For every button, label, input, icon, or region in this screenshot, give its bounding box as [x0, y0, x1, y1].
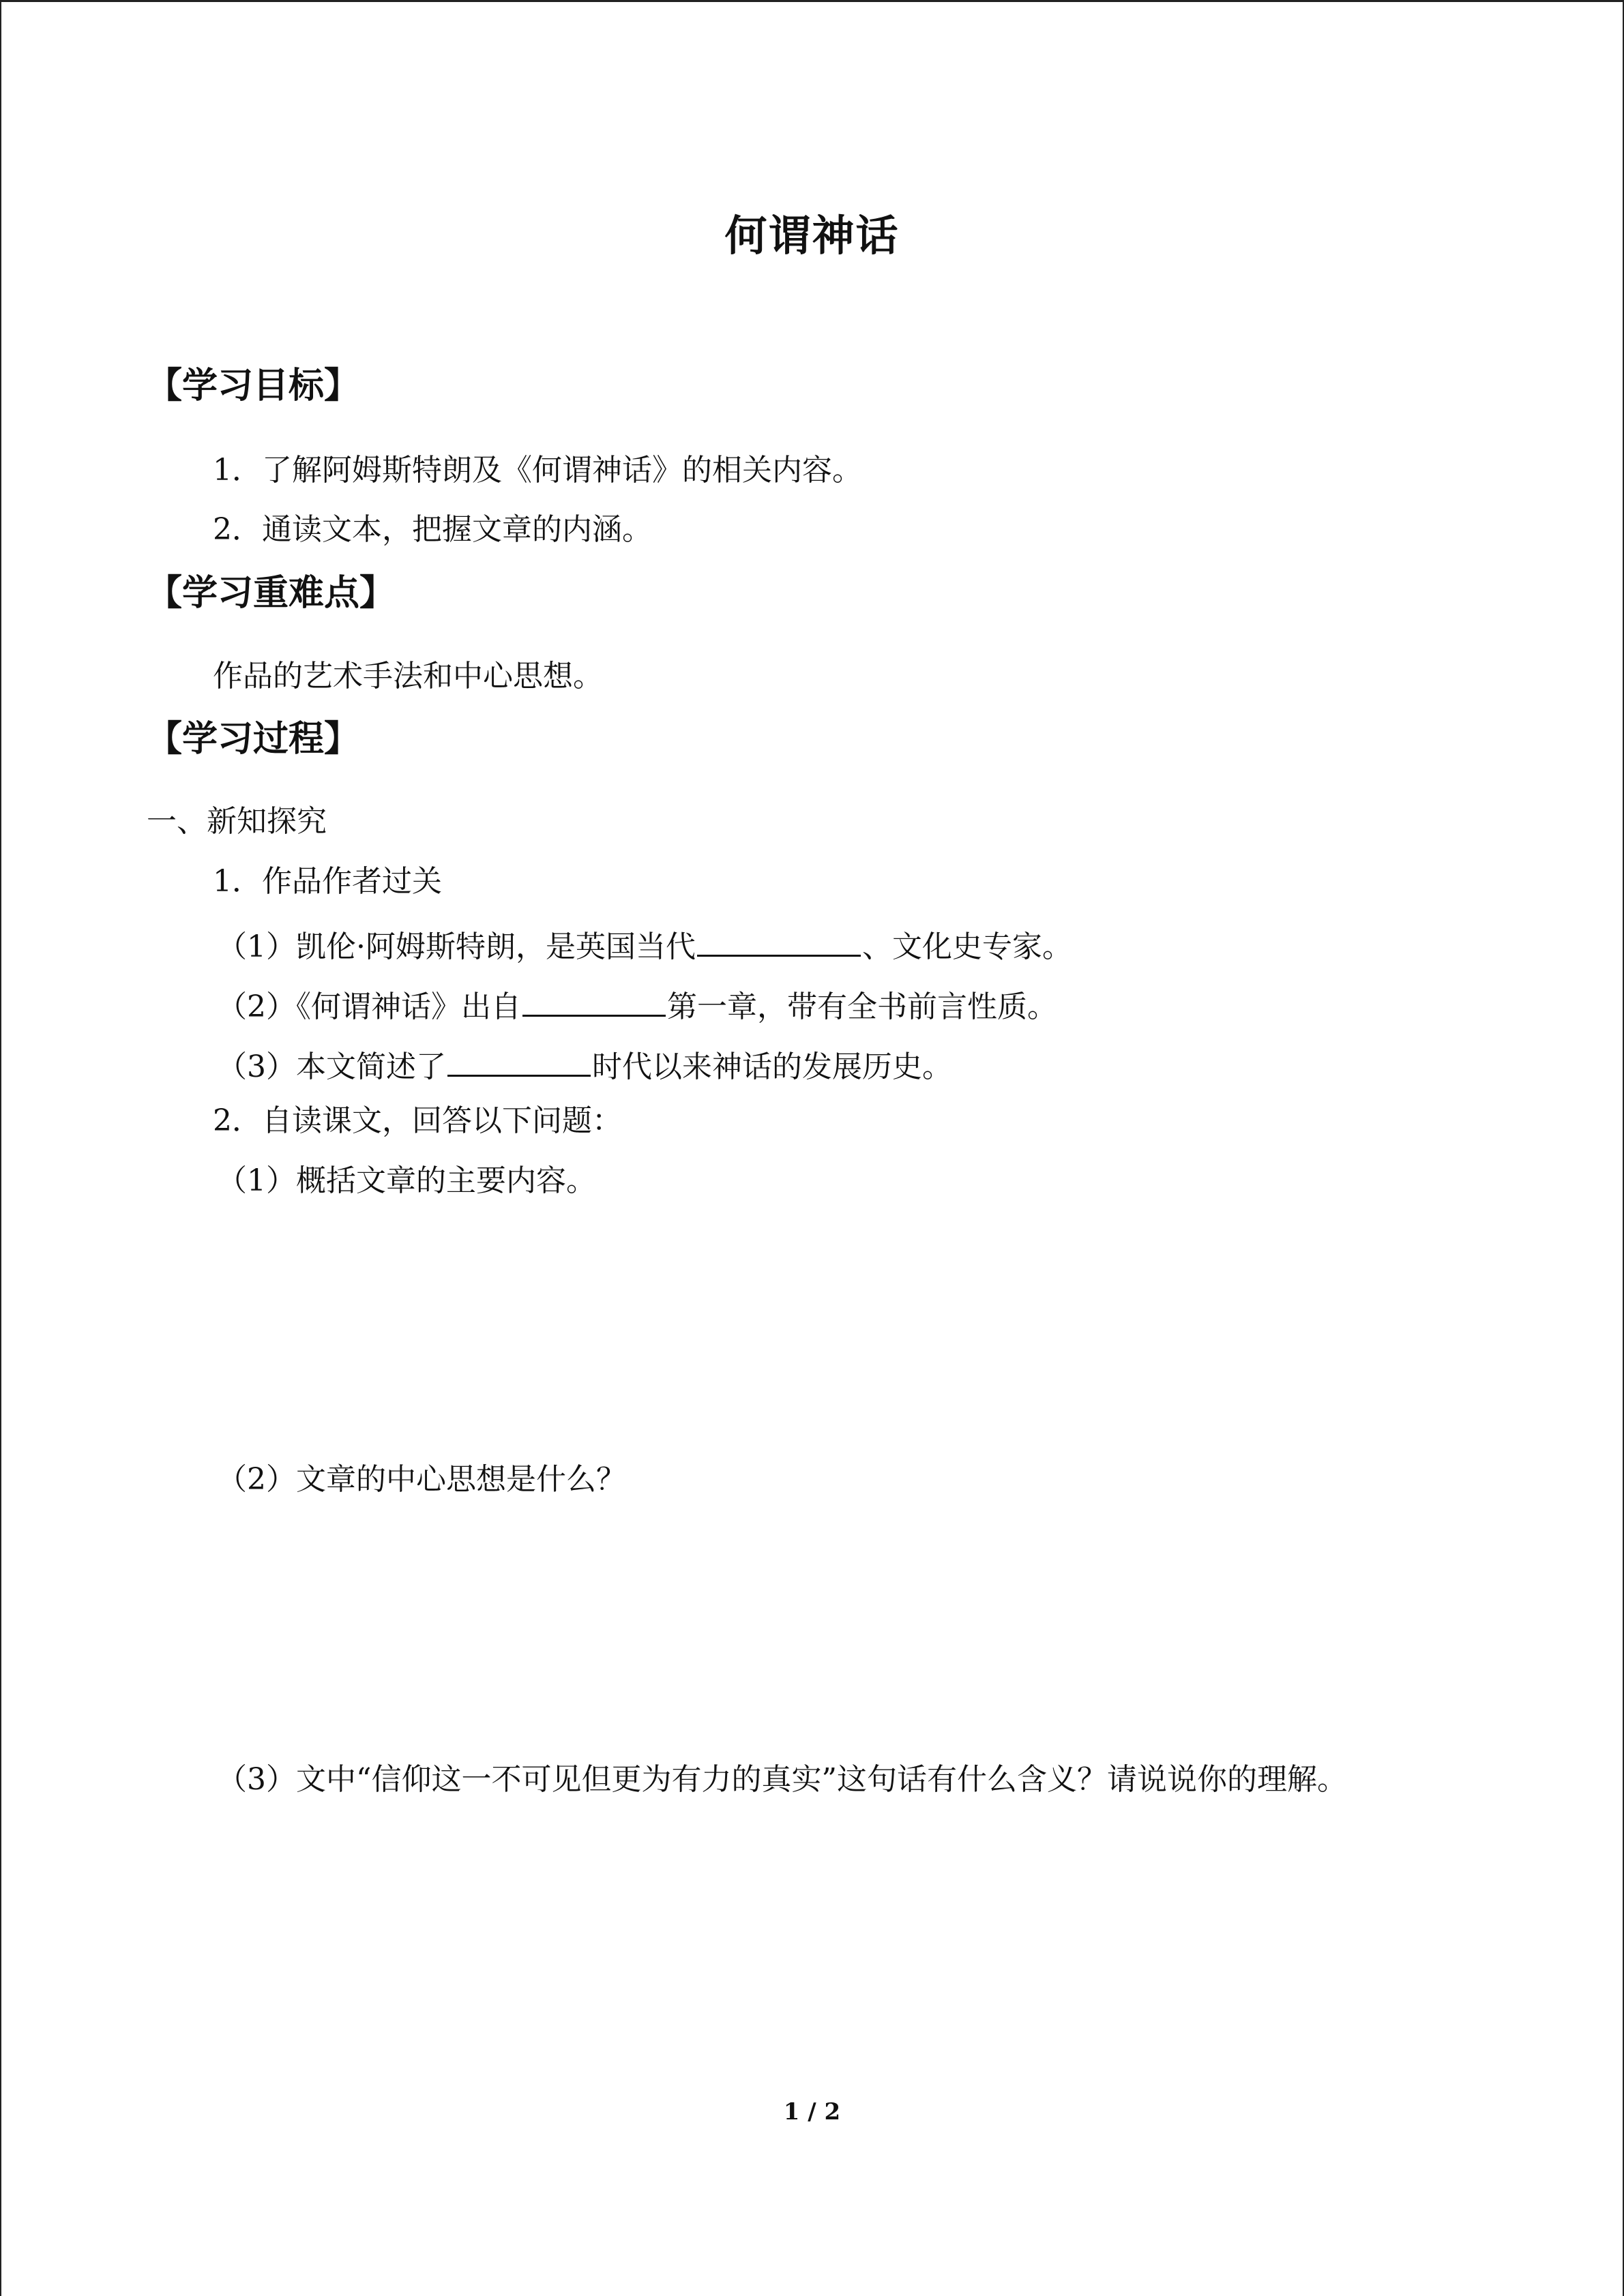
objective-item-2: 2．通读文本，把握文章的内涵。: [213, 512, 652, 547]
q1-title: 1．作品作者过关: [213, 864, 442, 899]
q2-item-3: （3）文中“信仰这一不可见但更为有力的真实”这句话有什么含义？请说说你的理解。: [217, 1762, 1347, 1797]
answer-blank-1[interactable]: [697, 926, 861, 957]
q1-item-2: [217, 986, 1057, 1022]
q1-item-3: [217, 1046, 952, 1082]
objective-item-1: 1．了解阿姆斯特朗及《何谓神话》的相关内容。: [213, 453, 862, 488]
q1-item-3-after: 时代以来神话的发展历史。: [592, 1049, 952, 1084]
process-heading: 【学习过程】: [147, 719, 360, 760]
key-points-text: 作品的艺术手法和中心思想。: [213, 659, 603, 694]
answer-blank-3[interactable]: [447, 1046, 591, 1077]
q1-item-1-after: 、文化史专家。: [861, 929, 1072, 964]
q1-item-1-before: （1）凯伦·阿姆斯特朗，是英国当代: [217, 929, 696, 964]
q1-item-1: [217, 926, 1072, 962]
page-number: 1 / 2: [783, 2098, 841, 2126]
part1-title: 一、新知探究: [147, 804, 327, 839]
q2-title: 2．自读课文，回答以下问题：: [213, 1103, 622, 1138]
page-title: 何谓神话: [724, 211, 900, 260]
key-points-heading: 【学习重难点】: [147, 573, 396, 614]
answer-blank-2[interactable]: [522, 986, 666, 1017]
q2-item-2: （2）文章的中心思想是什么？: [217, 1462, 626, 1497]
q1-item-2-after: 第一章，带有全书前言性质。: [667, 989, 1057, 1024]
q2-item-1: （1）概括文章的主要内容。: [217, 1163, 596, 1198]
q1-item-3-before: （3）本文简述了: [217, 1049, 446, 1084]
q1-item-2-before: （2）《何谓神话》出自: [217, 989, 521, 1024]
objectives-heading: 【学习目标】: [147, 366, 360, 406]
